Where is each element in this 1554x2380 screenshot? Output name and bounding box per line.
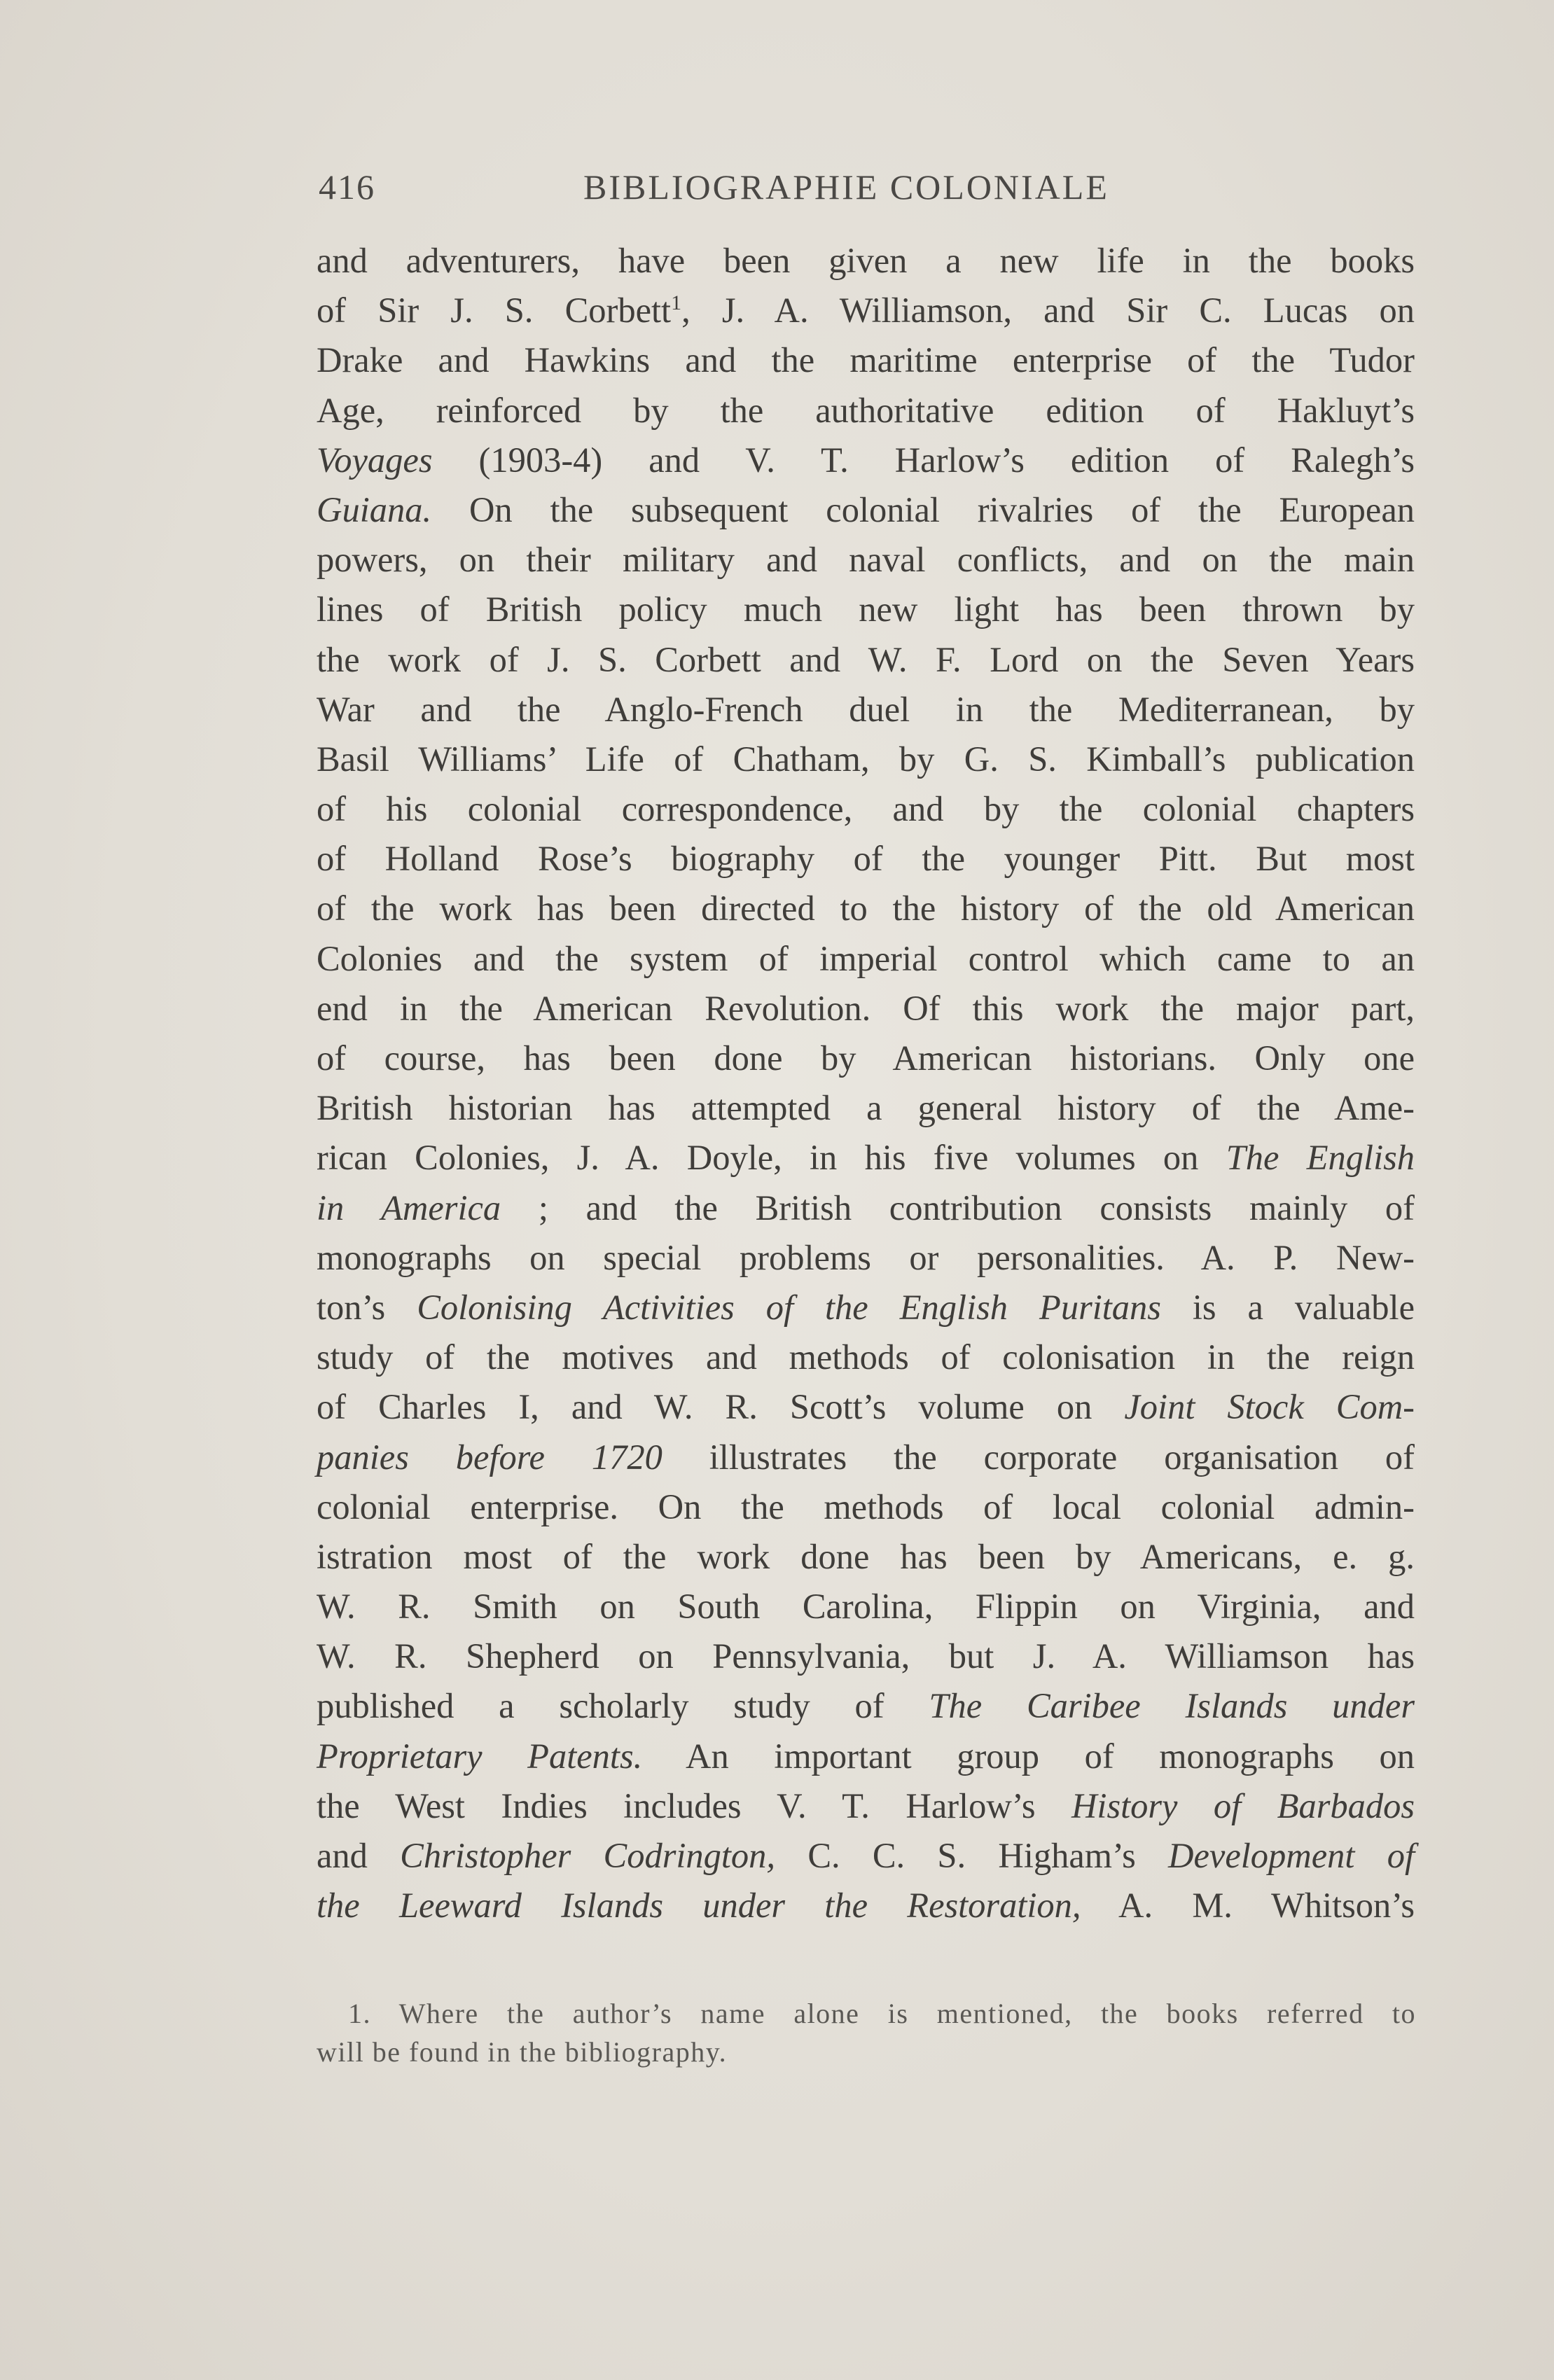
text-line — [317, 1233, 1415, 1283]
text-line — [317, 535, 1415, 585]
text-run: colonial enterprise. On the methods of local colonial admin- — [317, 1487, 1415, 1526]
text-line — [317, 286, 1415, 335]
text-line — [317, 335, 1415, 385]
text-line — [317, 1732, 1415, 1781]
text-line — [317, 1083, 1415, 1133]
text-run: Age, reinforced by the authoritative edition of Hakluyt’s — [317, 390, 1415, 430]
text-run: and adventurers, have been given a new life in the books — [317, 241, 1415, 280]
italic-title: Voyages — [317, 440, 433, 480]
body-text — [317, 236, 1415, 1930]
footnote-line: 1. Where the author’s name alone is mentioned, the books referred to — [348, 1998, 1416, 2029]
text-line — [317, 1831, 1415, 1881]
text-line — [317, 784, 1415, 834]
text-run: (1903-4) and V. T. Harlow’s edition of Ralegh’s — [432, 440, 1415, 480]
text-line — [317, 1532, 1415, 1582]
text-line — [317, 1582, 1415, 1631]
text-run: and — [317, 1836, 401, 1875]
text-line — [317, 1283, 1415, 1332]
text-line — [317, 585, 1415, 634]
text-line — [317, 1482, 1415, 1532]
italic-title: The English — [1226, 1138, 1415, 1178]
text-run: On the subsequent colonial rivalries of the European — [431, 489, 1415, 529]
italic-title: the Leeward Islands under the Restoration, — [317, 1886, 1081, 1926]
text-run: published a scholarly study of — [317, 1686, 929, 1726]
text-run: of the work has been directed to the history of the old American — [317, 889, 1415, 928]
text-run: Basil Williams’ Life of Chatham, by G. S. Kimball’s publication — [317, 739, 1415, 779]
text-run: powers, on their military and naval conflicts, and on the main — [317, 540, 1415, 580]
text-line — [317, 1382, 1415, 1432]
italic-title: panies before 1720 — [317, 1437, 662, 1477]
text-run: War and the Anglo-French duel in the Mediterranean, by — [317, 689, 1415, 729]
text-run: illustrates the corporate organisation of — [662, 1437, 1415, 1477]
text-line — [317, 236, 1415, 286]
text-run: rican Colonies, J. A. Doyle, in his five volumes on — [317, 1138, 1226, 1178]
italic-title: History of Barbados — [1071, 1786, 1415, 1825]
page-header — [319, 167, 1420, 209]
text-line — [317, 1781, 1415, 1831]
italic-title: The Caribee Islands under — [929, 1686, 1415, 1726]
text-run: lines of British policy much new light has been thrown by — [317, 590, 1415, 629]
text-run: of Sir J. S. Corbett — [317, 291, 672, 330]
text-line — [317, 485, 1415, 535]
text-run: Drake and Hawkins and the maritime enterprise of the Tudor — [317, 340, 1415, 380]
text-line — [317, 685, 1415, 735]
text-line — [317, 884, 1415, 933]
text-line — [317, 1433, 1415, 1482]
text-run: study of the motives and methods of colonisation in the reign — [317, 1337, 1415, 1377]
text-line — [317, 1183, 1415, 1233]
text-line — [317, 1332, 1415, 1382]
text-run: of his colonial correspondence, and by the colonial chapters — [317, 789, 1415, 829]
text-run: ; and the British contribution consists mainly of — [501, 1188, 1415, 1227]
text-run: is a valuable — [1160, 1287, 1415, 1327]
page-number: 416 — [319, 167, 375, 207]
text-run: monographs on special problems or personalities. A. P. New- — [317, 1237, 1415, 1277]
text-line — [317, 934, 1415, 984]
italic-title: Guiana. — [317, 489, 432, 529]
footnote — [317, 1994, 1416, 2071]
text-run: of course, has been done by American historians. Only one — [317, 1038, 1415, 1078]
italic-title: Christopher Codrington, — [400, 1836, 776, 1875]
text-run: , J. A. Williamson, and Sir C. Lucas on — [681, 291, 1415, 330]
footnote-line: will be found in the bibliography. — [317, 2036, 728, 2068]
italic-title: Colonising Activities of the English Puritans — [417, 1287, 1161, 1327]
text-line — [317, 1631, 1415, 1681]
italic-title: Joint Stock Com- — [1124, 1387, 1415, 1427]
text-line — [317, 1034, 1415, 1083]
text-run: Colonies and the system of imperial control which came to an — [317, 938, 1415, 978]
text-line — [317, 1881, 1415, 1930]
italic-title: Proprietary Patents. — [317, 1736, 643, 1776]
text-run: W. R. Shepherd on Pennsylvania, but J. A. Williamson has — [317, 1636, 1415, 1676]
text-line — [317, 436, 1415, 485]
text-line — [317, 735, 1415, 784]
text-run: W. R. Smith on South Carolina, Flippin on Virginia, and — [317, 1587, 1415, 1627]
text-line — [317, 1133, 1415, 1183]
italic-title: Development of — [1168, 1836, 1415, 1875]
text-line — [317, 984, 1415, 1034]
text-run: C. C. S. Higham’s — [775, 1836, 1169, 1875]
text-run: of Charles I, and W. R. Scott’s volume on — [317, 1387, 1125, 1427]
text-line — [317, 834, 1415, 884]
text-run: end in the American Revolution. Of this work the major part, — [317, 988, 1415, 1028]
text-run: of Holland Rose’s biography of the younger Pitt. But most — [317, 839, 1415, 879]
italic-title: in America — [317, 1188, 501, 1227]
text-run: the work of J. S. Corbett and W. F. Lord on the Seven Years — [317, 639, 1415, 679]
text-run: ton’s — [317, 1287, 417, 1327]
text-line — [317, 386, 1415, 436]
text-run: A. M. Whitson’s — [1081, 1886, 1415, 1926]
footnote-marker: 1 — [671, 291, 682, 315]
text-run: istration most of the work done has been by Americans, e. g. — [317, 1536, 1415, 1576]
text-run: British historian has attempted a general history of the Ame- — [317, 1088, 1415, 1128]
text-run: the West Indies includes V. T. Harlow’s — [317, 1786, 1071, 1825]
running-head: BIBLIOGRAPHIE COLONIALE — [583, 167, 1109, 207]
text-run: An important group of monographs on — [642, 1736, 1415, 1776]
text-line — [317, 635, 1415, 685]
text-line — [317, 1681, 1415, 1731]
